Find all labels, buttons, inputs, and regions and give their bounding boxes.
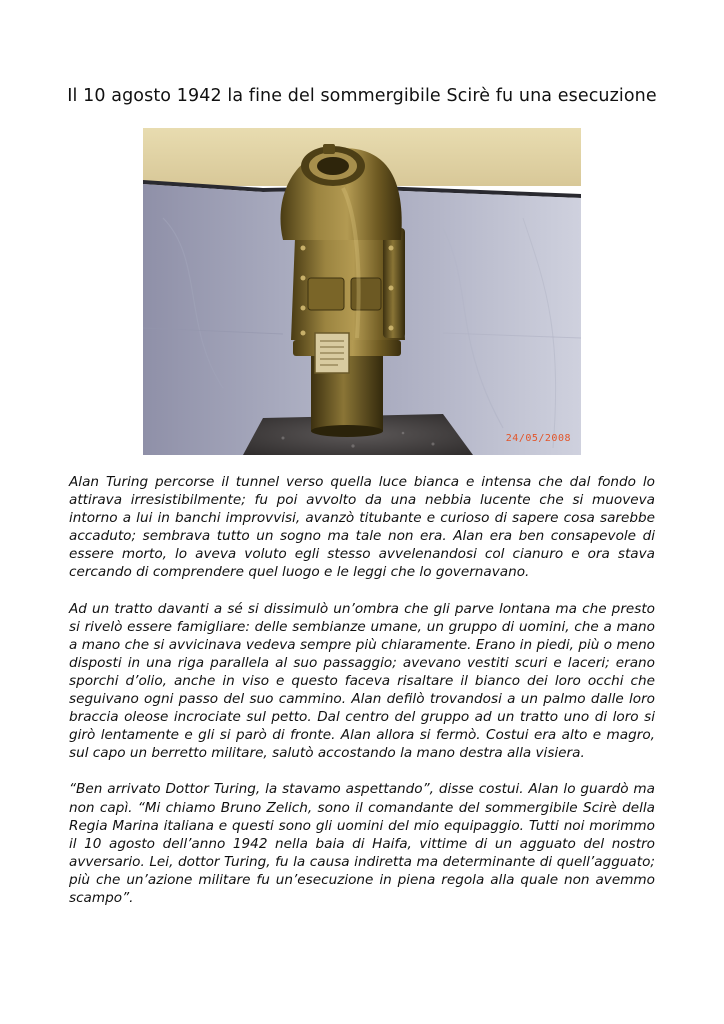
paragraph-3: “Ben arrivato Dottor Turing, la stavamo aspettando”, disse costui. Alan lo guardò ma non capì. “Mi chiamo Bruno Zelich, sono il comandante del sommergibile Scirè della Regia Marina italiana e questi sono gli uomini del mio equipaggio. Tutti noi morimmo il 10 agosto dell’anno 1942 nella baia di Haifa, vittime di un agguato del nostro avversario. Lei, dottor Turing, fu la causa indiretta ma determinante di quell’agguato; più che un’azione militare fu un’esecuzione in piena regola alla quale non avemmo scampo”. <box>69 781 655 906</box>
page-title: Il 10 agosto 1942 la fine del sommergibile Scirè fu una esecuzione <box>67 86 657 106</box>
story-text <box>69 473 655 925</box>
periscope-photo <box>143 128 581 455</box>
photo-date-stamp: 24/05/2008 <box>505 433 571 444</box>
paragraph-2: Ad un tratto davanti a sé si dissimulò un’ombra che gli parve lontana ma che presto si rivelò essere famigliare: delle sembianze umane, un gruppo di uomini, che a mano a mano che si avvicinava vedeva sempre più chiaramente. Erano in piedi, più o meno disposti in una riga parallela al suo passaggio; avevano vestiti scuri e laceri; erano sporchi d’olio, anche in viso e questo faceva risaltare il bianco dei loro occhi che seguivano ogni passo del suo cammino. Alan defilò trovandosi a un palmo dalle loro braccia oleose incrociate sul petto. Dal centro del gruppo ad un tratto uno di loro si girò lentamente e gli si parò di fronte. Alan allora si fermò. Costui era alto e magro, sul capo un berretto militare, salutò accostando la mano destra alla visiera. <box>69 600 655 762</box>
paragraph-1: Alan Turing percorse il tunnel verso quella luce bianca e intensa che dal fondo lo attirava irresistibilmente; fu poi avvolto da una nebbia lucente che si muoveva intorno a lui in banchi improvvisi, avanzò titubante e curioso di sapere cosa sarebbe accaduto; sembrava tutto un sogno ma tale non era. Alan era ben consapevole di essere morto, lo aveva voluto egli stesso avvelenandosi col cianuro e ora stava cercando di comprendere quel luogo e le leggi che lo governavano. <box>69 474 655 581</box>
